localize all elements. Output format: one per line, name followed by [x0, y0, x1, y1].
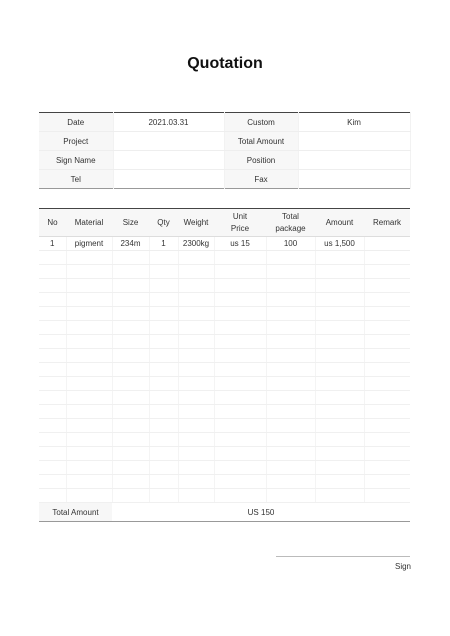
empty-cell — [39, 363, 66, 377]
empty-cell — [149, 279, 178, 293]
position-label: Position — [224, 151, 298, 170]
empty-cell — [364, 489, 410, 503]
empty-cell — [214, 335, 266, 349]
empty-cell — [214, 293, 266, 307]
empty-cell — [149, 321, 178, 335]
empty-cell — [214, 405, 266, 419]
empty-cell — [149, 307, 178, 321]
empty-cell — [266, 433, 315, 447]
empty-cell — [214, 419, 266, 433]
sign-name-label: Sign Name — [39, 151, 113, 170]
empty-table-row — [39, 251, 410, 265]
empty-cell — [214, 279, 266, 293]
cell-no: 1 — [39, 237, 66, 251]
empty-cell — [39, 405, 66, 419]
signature-line — [276, 556, 410, 557]
empty-cell — [178, 405, 214, 419]
empty-cell — [214, 349, 266, 363]
empty-cell — [214, 461, 266, 475]
empty-table-row — [39, 293, 410, 307]
empty-cell — [112, 447, 149, 461]
empty-cell — [178, 251, 214, 265]
empty-cell — [315, 447, 364, 461]
empty-cell — [39, 349, 66, 363]
empty-cell — [149, 377, 178, 391]
cell-qty: 1 — [149, 237, 178, 251]
empty-cell — [266, 293, 315, 307]
custom-value: Kim — [298, 113, 410, 132]
empty-cell — [112, 461, 149, 475]
header-size: Size — [112, 209, 149, 237]
date-label: Date — [39, 113, 113, 132]
empty-cell — [149, 349, 178, 363]
empty-cell — [39, 321, 66, 335]
tel-label: Tel — [39, 170, 113, 189]
empty-cell — [178, 461, 214, 475]
info-row-tel — [39, 170, 410, 189]
empty-cell — [364, 363, 410, 377]
table-row — [39, 237, 410, 251]
document-title: Quotation — [187, 55, 263, 72]
empty-table-row — [39, 391, 410, 405]
empty-cell — [66, 349, 112, 363]
empty-cell — [149, 433, 178, 447]
empty-table-row — [39, 307, 410, 321]
empty-cell — [149, 475, 178, 489]
empty-cell — [66, 433, 112, 447]
empty-cell — [364, 405, 410, 419]
empty-cell — [112, 251, 149, 265]
empty-cell — [315, 279, 364, 293]
empty-cell — [266, 321, 315, 335]
footer-total-value: US 150 — [112, 503, 410, 522]
empty-cell — [39, 377, 66, 391]
empty-table-row — [39, 265, 410, 279]
empty-cell — [39, 419, 66, 433]
empty-cell — [178, 475, 214, 489]
empty-cell — [315, 321, 364, 335]
empty-table-row — [39, 489, 410, 503]
empty-cell — [112, 335, 149, 349]
empty-cell — [266, 419, 315, 433]
fax-label: Fax — [224, 170, 298, 189]
header-qty: Qty — [149, 209, 178, 237]
header-unit-price-line1: Unit — [232, 211, 248, 221]
empty-cell — [214, 377, 266, 391]
empty-cell — [66, 377, 112, 391]
empty-cell — [266, 447, 315, 461]
empty-cell — [39, 307, 66, 321]
empty-cell — [315, 405, 364, 419]
empty-cell — [149, 293, 178, 307]
empty-cell — [364, 419, 410, 433]
empty-cell — [266, 279, 315, 293]
empty-cell — [112, 419, 149, 433]
empty-cell — [66, 475, 112, 489]
empty-cell — [315, 377, 364, 391]
empty-cell — [112, 433, 149, 447]
empty-cell — [66, 279, 112, 293]
empty-cell — [364, 321, 410, 335]
header-amount: Amount — [315, 209, 364, 237]
empty-cell — [364, 279, 410, 293]
empty-cell — [112, 349, 149, 363]
empty-cell — [315, 461, 364, 475]
empty-cell — [112, 279, 149, 293]
empty-cell — [315, 335, 364, 349]
empty-cell — [39, 433, 66, 447]
empty-cell — [315, 307, 364, 321]
empty-cell — [39, 293, 66, 307]
cell-total-package: 100 — [266, 237, 315, 251]
empty-table-row — [39, 363, 410, 377]
empty-cell — [39, 489, 66, 503]
empty-cell — [149, 251, 178, 265]
total-amount-label: Total Amount — [224, 132, 298, 151]
empty-cell — [266, 475, 315, 489]
empty-cell — [112, 321, 149, 335]
date-value: 2021.03.31 — [113, 113, 224, 132]
empty-cell — [266, 335, 315, 349]
empty-cell — [214, 391, 266, 405]
empty-cell — [315, 293, 364, 307]
empty-cell — [66, 335, 112, 349]
empty-cell — [39, 391, 66, 405]
empty-cell — [214, 489, 266, 503]
empty-cell — [112, 391, 149, 405]
sign-name-value — [113, 151, 224, 170]
empty-cell — [364, 293, 410, 307]
empty-table-row — [39, 405, 410, 419]
empty-table-row — [39, 433, 410, 447]
empty-cell — [364, 251, 410, 265]
empty-cell — [315, 265, 364, 279]
empty-cell — [66, 405, 112, 419]
empty-cell — [39, 447, 66, 461]
empty-table-row — [39, 279, 410, 293]
empty-cell — [66, 265, 112, 279]
empty-cell — [266, 391, 315, 405]
empty-cell — [39, 461, 66, 475]
empty-cell — [315, 349, 364, 363]
custom-label: Custom — [224, 113, 298, 132]
empty-cell — [178, 293, 214, 307]
items-header-row — [39, 209, 410, 237]
empty-cell — [178, 335, 214, 349]
empty-cell — [266, 363, 315, 377]
info-table — [39, 112, 411, 189]
empty-cell — [112, 475, 149, 489]
empty-cell — [66, 251, 112, 265]
empty-cell — [178, 321, 214, 335]
empty-cell — [112, 293, 149, 307]
empty-cell — [315, 251, 364, 265]
header-unit-price-line2: Price — [230, 223, 250, 233]
empty-cell — [66, 391, 112, 405]
empty-cell — [315, 489, 364, 503]
empty-cell — [39, 265, 66, 279]
empty-cell — [364, 475, 410, 489]
empty-cell — [178, 363, 214, 377]
empty-cell — [66, 447, 112, 461]
empty-cell — [266, 265, 315, 279]
empty-cell — [214, 321, 266, 335]
empty-cell — [364, 447, 410, 461]
header-total-package-line1: Total — [282, 211, 299, 221]
empty-cell — [315, 419, 364, 433]
empty-cell — [178, 307, 214, 321]
sign-label: Sign — [394, 562, 411, 571]
empty-cell — [149, 265, 178, 279]
empty-cell — [112, 307, 149, 321]
empty-cell — [66, 293, 112, 307]
empty-cell — [66, 419, 112, 433]
empty-cell — [214, 433, 266, 447]
empty-cell — [66, 363, 112, 377]
header-remark: Remark — [364, 209, 410, 237]
empty-cell — [112, 405, 149, 419]
empty-cell — [66, 461, 112, 475]
empty-cell — [178, 489, 214, 503]
header-material: Material — [66, 209, 112, 237]
empty-cell — [149, 419, 178, 433]
total-amount-row — [39, 503, 410, 522]
cell-unit-price: us 15 — [214, 237, 266, 251]
empty-table-row — [39, 321, 410, 335]
empty-cell — [178, 265, 214, 279]
empty-cell — [364, 349, 410, 363]
empty-cell — [39, 335, 66, 349]
empty-table-row — [39, 335, 410, 349]
info-row-sign-name — [39, 151, 410, 170]
project-value — [113, 132, 224, 151]
cell-amount: us 1,500 — [315, 237, 364, 251]
empty-cell — [66, 489, 112, 503]
empty-cell — [266, 377, 315, 391]
empty-cell — [266, 251, 315, 265]
empty-cell — [315, 363, 364, 377]
cell-weight: 2300kg — [178, 237, 214, 251]
empty-cell — [214, 447, 266, 461]
empty-cell — [178, 377, 214, 391]
empty-cell — [112, 377, 149, 391]
info-row-date — [39, 113, 410, 132]
position-value — [298, 151, 410, 170]
empty-cell — [149, 391, 178, 405]
empty-cell — [178, 433, 214, 447]
empty-cell — [149, 461, 178, 475]
cell-material: pigment — [66, 237, 112, 251]
empty-table-row — [39, 447, 410, 461]
header-unit-price — [214, 209, 266, 237]
empty-cell — [266, 307, 315, 321]
empty-cell — [39, 251, 66, 265]
empty-cell — [364, 461, 410, 475]
empty-cell — [112, 363, 149, 377]
items-table — [39, 208, 410, 522]
empty-cell — [214, 363, 266, 377]
empty-cell — [214, 307, 266, 321]
empty-cell — [39, 475, 66, 489]
empty-table-row — [39, 475, 410, 489]
empty-cell — [149, 363, 178, 377]
cell-remark — [364, 237, 410, 251]
empty-cell — [66, 307, 112, 321]
empty-table-row — [39, 377, 410, 391]
empty-cell — [364, 265, 410, 279]
empty-cell — [149, 447, 178, 461]
empty-table-row — [39, 419, 410, 433]
empty-cell — [214, 475, 266, 489]
footer-total-label: Total Amount — [39, 503, 112, 522]
empty-cell — [149, 335, 178, 349]
total-amount-value — [298, 132, 410, 151]
empty-cell — [112, 489, 149, 503]
empty-cell — [39, 279, 66, 293]
empty-cell — [178, 279, 214, 293]
empty-cell — [214, 251, 266, 265]
cell-size: 234m — [112, 237, 149, 251]
empty-cell — [266, 349, 315, 363]
empty-cell — [364, 433, 410, 447]
empty-table-row — [39, 461, 410, 475]
empty-cell — [149, 489, 178, 503]
header-weight: Weight — [178, 209, 214, 237]
empty-cell — [364, 377, 410, 391]
header-no: No — [39, 209, 66, 237]
empty-cell — [315, 433, 364, 447]
empty-cell — [214, 265, 266, 279]
project-label: Project — [39, 132, 113, 151]
header-total-package-line2: package — [275, 223, 306, 233]
empty-table-row — [39, 349, 410, 363]
empty-cell — [266, 489, 315, 503]
empty-cell — [178, 447, 214, 461]
empty-cell — [266, 461, 315, 475]
header-total-package — [266, 209, 315, 237]
info-row-project — [39, 132, 410, 151]
empty-cell — [149, 405, 178, 419]
tel-value — [113, 170, 224, 189]
empty-cell — [364, 307, 410, 321]
empty-cell — [315, 475, 364, 489]
empty-cell — [315, 391, 364, 405]
empty-cell — [266, 405, 315, 419]
empty-cell — [364, 391, 410, 405]
empty-cell — [112, 265, 149, 279]
empty-cell — [178, 391, 214, 405]
empty-cell — [66, 321, 112, 335]
empty-cell — [178, 349, 214, 363]
empty-cell — [178, 419, 214, 433]
fax-value — [298, 170, 410, 189]
empty-cell — [364, 335, 410, 349]
